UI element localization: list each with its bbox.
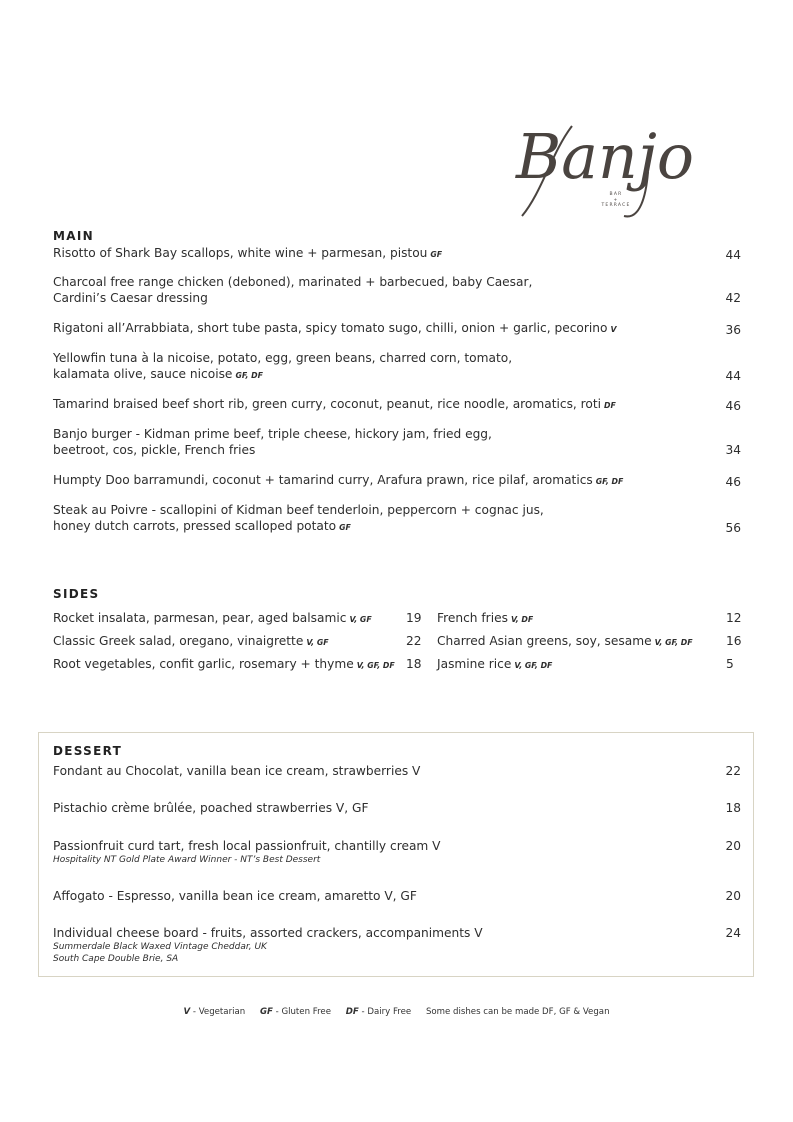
legend-note: Some dishes can be made DF, GF & Vegan [425,1007,610,1017]
banjo-script-logo [512,112,702,230]
item-price: 44 [725,248,741,262]
side-item [53,633,329,651]
side-price: 19 [406,611,422,625]
item-desc: kalamata olive, sauce nicoise [53,367,233,381]
side-price: 12 [726,611,742,625]
side-price: 18 [406,657,422,671]
dessert-item [53,800,741,816]
main-item [53,396,741,414]
dietary-tag: V, GF, DF [654,638,693,647]
dessert-desc: Individual cheese board - fruits, assorted crackers, accompaniments V [53,926,483,940]
dessert-note: Hospitality NT Gold Plate Award Winner - NT’s Best Dessert [53,855,321,865]
dietary-legend [0,1007,793,1017]
main-item [53,350,741,384]
side-price: 5 [726,657,734,671]
main-item [53,426,741,458]
item-desc: Charcoal free range chicken (deboned), marinated + barbecued, baby Caesar, [53,275,533,289]
dietary-tag: V, DF [510,615,534,624]
side-name: Rocket insalata, parmesan, pear, aged balsamic [53,611,347,625]
item-desc: honey dutch carrots, pressed scalloped potato [53,519,337,533]
side-name: Jasmine rice [437,657,512,671]
item-desc: Rigatoni all’Arrabbiata, short tube pasta, spicy tomato sugo, chilli, onion + garlic, pecorino [53,321,608,335]
item-price: 44 [725,369,741,383]
logo-sub-terrace: TERRACE [601,203,631,208]
side-item [53,610,372,628]
dessert-price: 20 [725,839,741,853]
legend-gf-text: - Gluten Free [275,1007,332,1017]
dietary-tag: V, GF, DF [356,661,395,670]
dessert-note: South Cape Double Brie, SA [53,954,179,964]
item-desc: Tamarind braised beef short rib, green curry, coconut, peanut, rice noodle, aromatics, roti [53,397,602,411]
dessert-item [53,925,741,965]
item-price: 36 [725,323,741,337]
item-desc: Yellowfin tuna à la nicoise, potato, egg, green beans, charred corn, tomato, [53,351,513,365]
dessert-price: 24 [725,926,741,940]
item-desc: Cardini’s Caesar dressing [53,291,208,305]
main-section-title: MAIN [53,229,94,243]
main-item [53,502,741,536]
side-item [437,656,552,674]
item-price: 42 [725,291,741,305]
dessert-item [53,838,741,866]
item-desc: Steak au Poivre - scallopini of Kidman beef tenderloin, peppercorn + cognac jus, [53,503,544,517]
item-desc: beetroot, cos, pickle, French fries [53,443,256,457]
side-item [437,610,533,628]
logo-sub-bar: BAR [609,192,623,197]
legend-v-text: - Vegetarian [192,1007,246,1017]
dessert-note: Summerdale Black Waxed Vintage Cheddar, UK [53,942,267,952]
item-desc: Risotto of Shark Bay scallops, white wine + parmesan, pistou [53,246,428,260]
dietary-tag: V [610,325,617,334]
dessert-price: 22 [725,764,741,778]
dessert-price: 18 [725,801,741,815]
dietary-tag: V, GF, DF [514,661,553,670]
side-name: French fries [437,611,508,625]
sides-section-title: SIDES [53,587,100,601]
main-item [53,472,741,490]
side-price: 16 [726,634,742,648]
side-item [437,633,693,651]
side-price: 22 [406,634,422,648]
dessert-desc: Affogato - Espresso, vanilla bean ice cream, amaretto V, GF [53,889,417,903]
dessert-section-title: DESSERT [53,744,123,758]
dessert-desc: Pistachio crème brûlée, poached strawberries V, GF [53,801,369,815]
item-price: 34 [725,443,741,457]
dietary-tag: V, GF [349,615,372,624]
item-desc: Humpty Doo barramundi, coconut + tamarind curry, Arafura prawn, rice pilaf, aromatics [53,473,593,487]
dessert-desc: Fondant au Chocolat, vanilla bean ice cream, strawberries V [53,764,421,778]
dietary-tag: DF [604,401,616,410]
banjo-logo [512,112,702,230]
logo-script-text: Banjo [515,120,694,193]
main-item [53,274,741,306]
dietary-tag: V, GF [306,638,329,647]
item-price: 46 [725,399,741,413]
side-name: Root vegetables, confit garlic, rosemary + thyme [53,657,354,671]
legend-v-key: V [183,1007,191,1017]
side-name: Charred Asian greens, soy, sesame [437,634,652,648]
dessert-desc: Passionfruit curd tart, fresh local passionfruit, chantilly cream V [53,839,441,853]
dietary-tag: GF [339,523,351,532]
dessert-item [53,888,741,904]
item-price: 56 [725,521,741,535]
dietary-tag: GF [430,250,443,259]
item-price: 46 [725,475,741,489]
logo-sub-plus: + [613,197,619,203]
side-name: Classic Greek salad, oregano, vinaigrette [53,634,304,648]
main-item [53,320,741,338]
legend-df-text: - Dairy Free [361,1007,412,1017]
legend-df-key: DF [345,1007,359,1017]
dietary-tag: GF, DF [595,477,624,486]
logo-subtitle [596,192,636,209]
dessert-item [53,763,741,779]
dietary-tag: GF, DF [235,371,263,380]
item-desc: Banjo burger - Kidman prime beef, triple cheese, hickory jam, fried egg, [53,427,492,441]
main-item [53,245,741,263]
legend-gf-key: GF [259,1007,273,1017]
side-item [53,656,395,674]
dessert-price: 20 [725,889,741,903]
